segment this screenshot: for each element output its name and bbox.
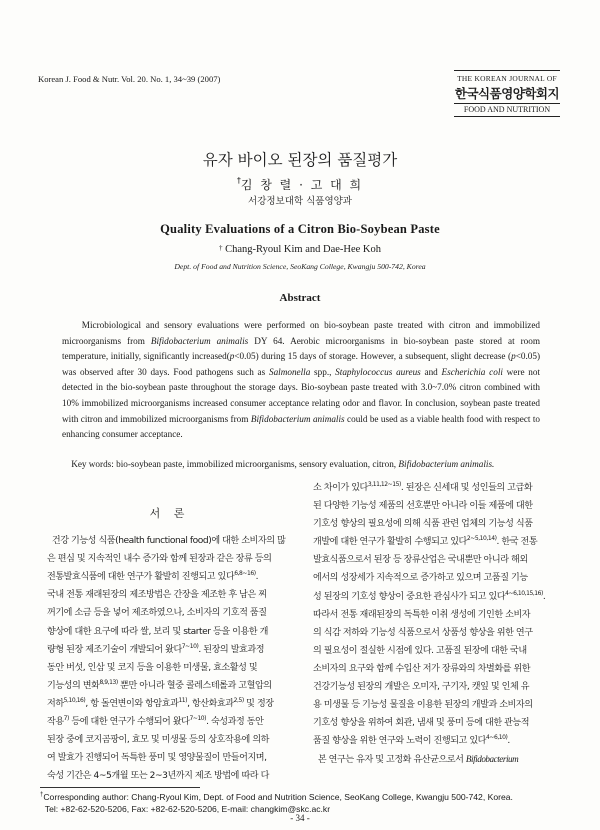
brand-english-bottom: FOOD AND NUTRITION [454, 103, 560, 114]
text-line: 은 편심 및 지속적인 내수 증가와 함께 된장과 같은 장류 등의 [47, 554, 272, 565]
text-line: 기호성 향상의 필요성에 의해 식품 관련 업체의 기능성 식품 [313, 519, 533, 530]
text-line: 작용$^{7)}$ 등에 대한 연구가 수행되어 왔다$^{7\sim 10)}$. 숙성과정 동안 [47, 715, 264, 728]
keywords [62, 459, 540, 469]
text-line: 에서의 성장세가 지속적으로 증가하고 있으며 고품질 기능 [313, 573, 528, 584]
intro-heading: 서 론 [149, 507, 190, 520]
footnote-divider [40, 787, 200, 788]
text-line: 의 필요성이 절실한 시점에 있다. 고품질 된장에 대한 국내 [313, 645, 527, 656]
text-line: 된장 중에 코지곰팡이, 효모 및 미생물 등의 상호작용에 의하 [47, 735, 269, 746]
affiliation-english: Dept. of Food and Nutrition Science, SeoKang College, Kwangju 500-742, Korea [174, 262, 426, 271]
text-line: 용 미생물 등 기능성 물질을 이용한 된장의 개발과 소비자의 [313, 700, 533, 711]
abstract-text: and [420, 366, 442, 377]
keywords-species: Bifidobacterium animalis. [398, 459, 495, 469]
abstract-text: DY 64. Aerobic microorganisms in bio-soybean paste stored at room temperature, initially, significantly increased( [62, 335, 540, 362]
abstract-species: Staphylococcus aureus [335, 366, 421, 377]
text-line: 기능성의 변화$^{8,9,13)}$ 뿐만 아니라 혈중 콜레스테롤과 고혈압의 [47, 678, 272, 691]
footnote-line: †Corresponding author: Chang-Ryoul Kim, Dept. of Food and Nutrition Science, SeoKang College, Kwangju 500-742, Korea. [40, 792, 513, 802]
text-line: 건강기능성 된장의 개발은 오미자, 구기자, 캣잎 및 인체 유 [313, 682, 530, 693]
abstract-text: <0.05) was observed after 30 days. Food pathogens such as [62, 351, 541, 377]
text-line: 품질 향상을 위한 연구와 노력이 진행되고 있다$^{4\sim 6,10)}$. [313, 734, 510, 747]
corresponding-mark-ko: † [236, 176, 241, 185]
abstract-species: Escherichia coli [441, 366, 503, 377]
footnote-line: Tel: +82-62-520-5206, Fax: +82-62-520-5206, E-mail: changkim@skc.ac.kr [44, 804, 331, 814]
text-line: 건강 기능성 식품(health functional food)에 대한 소비자의 많 [51, 536, 286, 547]
abstract-species: Bifidobacterium animalis [150, 335, 249, 346]
title-korean: 유자 바이오 된장의 품질평가 [202, 151, 398, 169]
affiliation-korean: 서강정보대학 식품영양과 [248, 196, 352, 207]
brand-korean: 한국식품영양학회지 [454, 86, 560, 101]
text-line: 숙성 기간은 4~5개월 또는 2~3년까지 제조 방법에 따라 다 [47, 771, 269, 782]
abstract-text: could be used as a viable health food with respect to enhancing consumer acceptance. [62, 413, 541, 440]
text-line: 의 식감 저하와 기능성 식품으로서 상품성 향상을 위한 연구 [313, 627, 533, 638]
text-line: 기호성 향상을 위하여 회관, 냄새 및 풍미 등에 대한 관능적 [313, 718, 530, 729]
author-names-ko: 김 창 렬 · 고 대 희 [240, 178, 364, 192]
text-line: 개발에 대한 연구가 활발히 수행되고 있다$^{2\sim 5,10,14)}$. 한국 전통 [313, 535, 538, 548]
text-line: 된 다양한 기능성 제품의 선호뿐만 아니라 이들 제품에 대한 [313, 501, 533, 512]
text-line: 본 연구는 유자 및 고정화 유산균으로서 Bifidobacterium [317, 754, 519, 766]
text-line: 발효식품으로서 된장 등 장류산업은 국내뿐만 아니라 해외 [313, 555, 528, 566]
text-line: 여 발효가 진행되어 독특한 풍미 및 영양물질이 만들어지며, [47, 753, 267, 764]
intro-left-column [47, 505, 292, 785]
abstract-text: <0.05) during 15 days of storage. However, a subsequent, slight decrease ( [234, 351, 512, 362]
abstract-species: Bifidobacterium animalis [250, 413, 345, 424]
brand-english-top: THE KOREAN JOURNAL OF [457, 74, 557, 83]
text-line: 향상에 대한 요구에 따라 쌀, 보리 및 starter 등을 이용한 개 [47, 626, 268, 637]
text-line: 량형 된장 제조기술이 개발되어 왔다$^{7\sim 10)}$. 된장의 발효과정 [47, 642, 265, 655]
keywords-label: Key words: [71, 459, 117, 469]
text-line: 꺼기에 소금 등을 넣어 제조하였으나, 소비자의 기호적 품질 [47, 608, 267, 619]
abstract-body [62, 318, 540, 443]
text-line: 저하$^{5,10,16)}$, 항 돌연변이와 항암효과$^{11)}$, 항산화효과$^{2,5)}$ 및 정장 [47, 696, 274, 709]
text-line: 소 차이가 있다$^{3,11,12\sim 15)}$. 된장은 신세대 및 성인들의 고급화 [313, 480, 533, 493]
footnote-mark: † [40, 792, 44, 799]
footnote [40, 791, 570, 815]
abstract-species: Salmonella [268, 366, 311, 377]
authors-korean [0, 176, 600, 193]
abstract-text: Microbiological and sensory evaluations were performed on bio-soybean paste treated with citron and immobilized microorganisms from [62, 320, 541, 346]
page-number: - 34 - [290, 813, 310, 823]
abstract-heading: Abstract [279, 292, 321, 304]
abstract-text: were not detected in the bio-soybean paste throughout the storage days. Bio-soybean paste treated with 3.0~7.0% citron combined with 10% immobilized microorganisms increased consumer acceptance relating odor and flavor. In conclusion, soybean paste treated with citron and immobilized microorganisms from [62, 366, 541, 424]
corresponding-mark-en: † [219, 244, 223, 252]
text-line: 전통발효식품에 대한 연구가 활발히 진행되고 있다$^{6,8\sim 16)}$. [47, 570, 259, 583]
text-line: 소비자의 요구와 함께 수입산 저가 장류와의 차별화를 위한 [313, 663, 531, 674]
abstract-text: spp., [310, 366, 336, 377]
intro-right-column [313, 479, 558, 770]
authors-english [0, 244, 600, 255]
text-line: 동안 버섯, 인삼 및 코지 등을 이용한 미생물, 효소활성 및 [47, 662, 258, 673]
title-english: Quality Evaluations of a Citron Bio-Soybean Paste [160, 222, 440, 236]
keywords-text: bio-soybean paste, immobilized microorganisms, sensory evaluation, citron, [116, 459, 399, 469]
text-line: 성 된장의 기호성 향상이 중요한 관심사가 되고 있다$^{4\sim 6,10,15,16)}$. [313, 589, 546, 602]
author-names-en: Chang-Ryoul Kim and Dae-Hee Koh [225, 244, 381, 255]
journal-brand-logo [454, 70, 560, 117]
text-line: 국내 전통 재래된장의 제조방법은 간장을 제조한 후 남은 찌 [47, 590, 267, 601]
abstract-p-value: p [229, 351, 235, 362]
text-line: 따라서 전통 재래된장의 독특한 이취 생성에 기인한 소비자 [313, 609, 531, 620]
journal-reference: Korean J. Food & Nutr. Vol. 20. No. 1, 34~39 (2007) [38, 74, 221, 84]
abstract-p-value: p [511, 351, 516, 362]
